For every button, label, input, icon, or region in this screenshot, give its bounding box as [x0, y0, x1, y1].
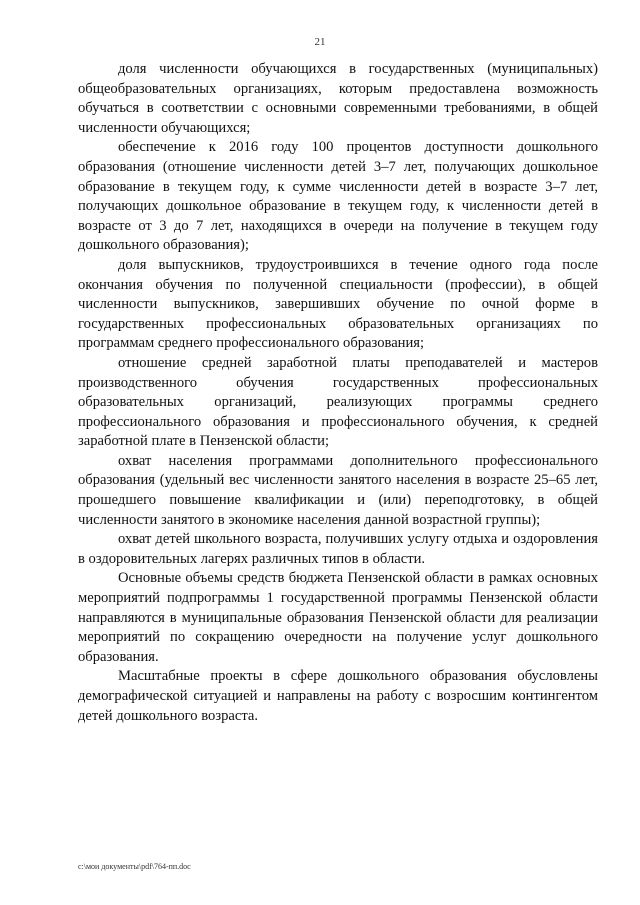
- footer-file-path: c:\мои документы\pdf\764-пп.doc: [78, 862, 191, 871]
- paragraph-indicator-teacher-salary: отношение средней заработной платы преподавателей и мастеров производственного обучения государственных профессиональных образовательных организаций, реализующих программы среднего профессионального образования и профессионального обучения, к средней заработной плате в Пензенской области;: [78, 354, 598, 450]
- paragraph-budget-funds: Основные объемы средств бюджета Пензенской области в рамках основных мероприятий подпрограммы 1 государственной программы Пензенской области направляются в муниципальные образования Пензенской области для реализации мероприятий по сокращению очередности на получение услуг дошкольного образования.: [78, 570, 598, 665]
- document-body: [78, 60, 598, 726]
- page-number: 21: [314, 36, 326, 48]
- paragraph-preschool-projects: Масштабные проекты в сфере дошкольного образования обусловлены демографической ситуацией и направлены на работу с возросшим контингентом детей дошкольного возраста.: [78, 668, 598, 724]
- paragraph-indicator-graduate-employment: доля выпускников, трудоустроившихся в течение одного года после окончания обучения по полученной специальности (профессии), в общей численности выпускников, завершивших обучение по очной форме в государственных профессиональных образовательных организациях по программам среднего профессионального образования;: [78, 256, 598, 352]
- paragraph-indicator-preschool-access: обеспечение к 2016 году 100 процентов доступности дошкольного образования (отношение численности детей 3–7 лет, получающих дошкольное образование в текущем году, к сумме численности детей в возрасте 3–7 лет, получающих дошкольное образование в текущем году, к численности детей в возрасте от 3 до 7 лет, находящихся в очереди на получение в текущем году дошкольного образования);: [78, 139, 598, 254]
- paragraph-indicator-general-education: доля численности обучающихся в государственных (муниципальных) общеобразовательных организациях, которым предоставлена возможность обучаться в соответствии с основными современными требованиями, в общей численности обучающихся;: [78, 61, 598, 136]
- paragraph-indicator-additional-education: охват населения программами дополнительного профессионального образования (удельный вес численности занятого населения в возрасте 25–65 лет, прошедшего повышение квалификации и (или) переподготовку, в общей численности занятого в экономике населения данной возрастной группы);: [78, 452, 598, 528]
- paragraph-indicator-children-recreation: охват детей школьного возраста, получивших услугу отдыха и оздоровления в оздоровительных лагерях различных типов в области.: [78, 531, 598, 567]
